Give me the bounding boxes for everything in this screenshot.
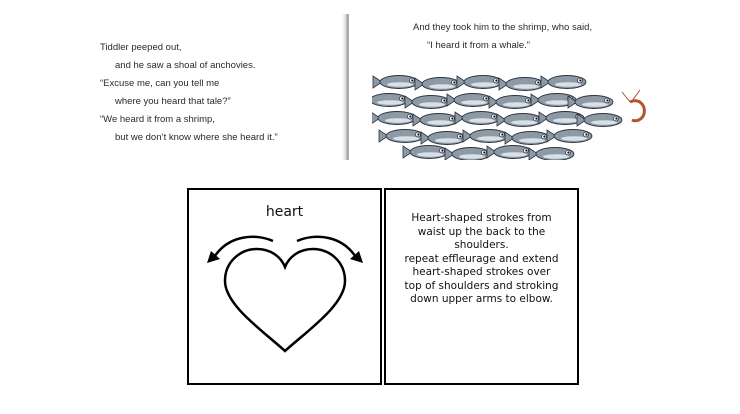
anchovy-shoal-svg (372, 68, 662, 160)
right-arrow-icon (297, 237, 357, 259)
story-line: where you heard that tale?” (115, 96, 231, 107)
anchovy-fish (463, 130, 508, 143)
instruction-line: heart-shaped strokes over (412, 266, 551, 278)
anchovy-fish (489, 96, 534, 109)
card-title: heart (265, 204, 304, 220)
instruction-text (392, 212, 571, 307)
anchovy-fish (379, 130, 424, 143)
instruction-line: top of shoulders and stroking (404, 279, 559, 292)
instruction-line: Heart-shaped strokes from (411, 212, 552, 224)
heart-diagram (203, 223, 368, 373)
anchovy-fish (372, 112, 416, 125)
story-line: Tiddler peeped out, (100, 42, 182, 53)
anchovy-fish (499, 78, 544, 91)
anchovy-fish (403, 146, 448, 159)
anchovy-fish (457, 76, 502, 89)
instruction-card (384, 188, 579, 385)
anchovy-fish (487, 146, 532, 159)
instruction-line: down upper arms to elbow. (410, 293, 553, 305)
instruction-line: repeat effleurage and extend (404, 252, 559, 265)
anchovy-fish (505, 132, 550, 145)
story-line: “Excuse me, can you tell me (100, 78, 220, 89)
anchovy-shoal-illustration (372, 68, 662, 160)
story-line: And they took him to the shrimp, who said, (413, 22, 593, 33)
anchovy-fish (577, 114, 622, 127)
story-line: and he saw a shoal of anchovies. (115, 60, 256, 71)
anchovy-fish (497, 114, 542, 127)
anchovy-fish (421, 132, 466, 145)
left-arrow-icon (213, 237, 273, 259)
anchovy-fish (413, 114, 458, 127)
shrimp-icon (622, 90, 644, 121)
heart-stroke-card (187, 188, 382, 385)
anchovy-fish (372, 94, 408, 107)
instruction-line: waist up the back to the (417, 225, 546, 238)
anchovy-fish (415, 78, 460, 91)
storybook-spread (0, 0, 740, 165)
anchovy-fish (405, 96, 450, 109)
story-line: but we don’t know where she heard it.” (115, 132, 278, 143)
left-page (0, 0, 345, 160)
anchovy-fish (447, 94, 492, 107)
instruction-line: shoulders. (454, 239, 509, 251)
anchovy-fish (445, 148, 490, 161)
heart-shape (225, 249, 345, 351)
anchovy-fish (547, 130, 592, 143)
story-line: “We heard it from a shrimp, (100, 114, 215, 125)
story-line: “I heard it from a whale.” (427, 40, 530, 51)
anchovy-fish (541, 76, 586, 89)
anchovy-fish (373, 76, 418, 89)
anchovy-fish (455, 112, 500, 125)
anchovy-fish (529, 148, 574, 161)
